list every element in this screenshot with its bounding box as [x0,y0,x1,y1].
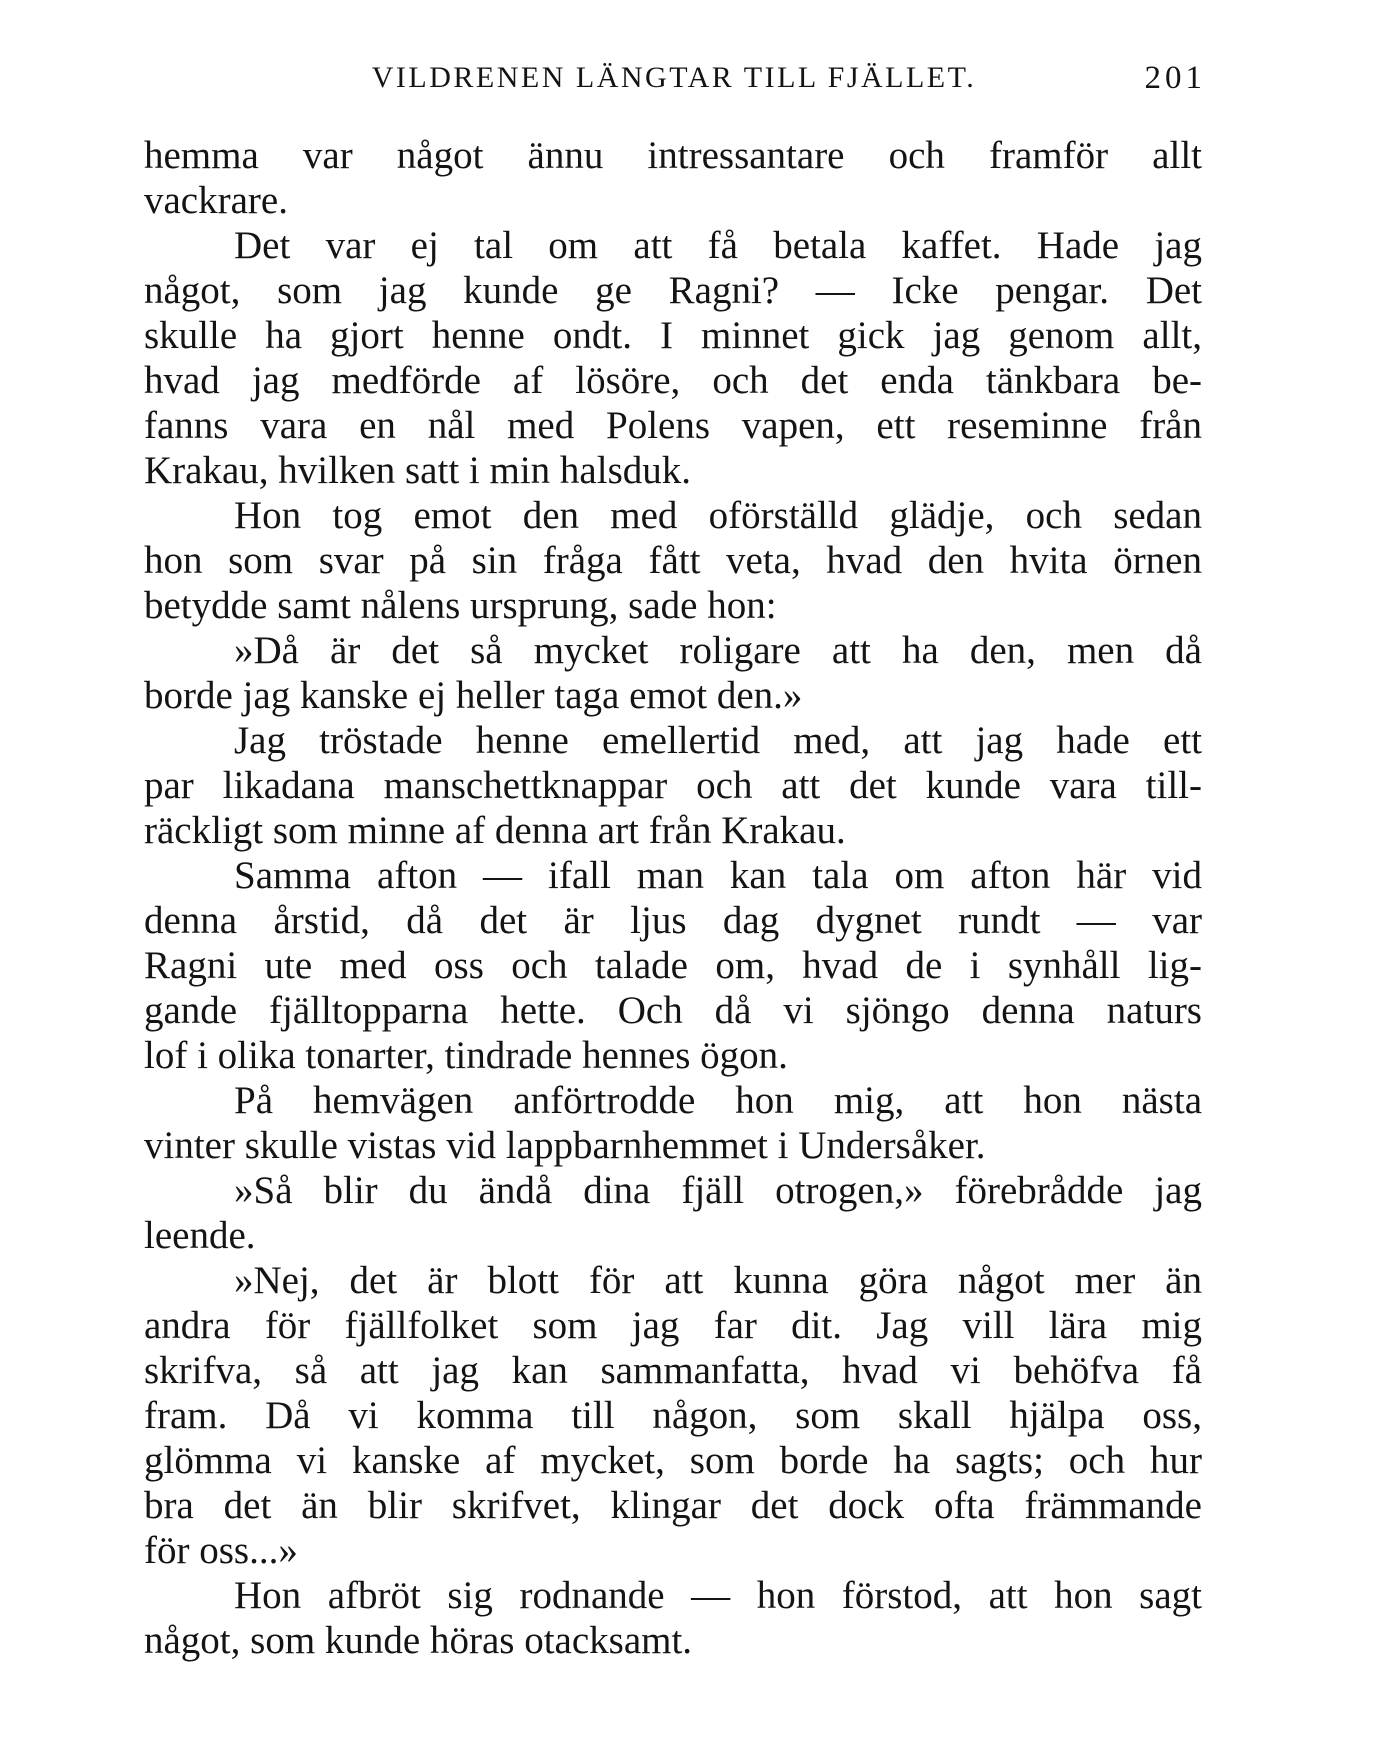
text-line: denna årstid, då det är ljus dag dygnet rundt — var [144,899,1202,942]
running-head [142,58,1206,98]
paragraph-first-line: Det var ej tal om att få betala kaffet. Hade jag [234,224,1202,267]
paragraph-first-line: Jag tröstade henne emellertid med, att jag hade ett [234,719,1202,762]
text-line: bra det än blir skrifvet, klingar det dock ofta främmande [144,1484,1202,1527]
paragraph-first-line: »Så blir du ändå dina fjäll otrogen,» förebrådde jag [234,1169,1202,1212]
paragraph-first-line: Hon afbröt sig rodnande — hon förstod, att hon sagt [234,1574,1202,1617]
text-line: andra för fjällfolket som jag far dit. Jag vill lära mig [144,1304,1202,1347]
running-title: VILDRENEN LÄNGTAR TILL FJÄLLET. [371,61,977,94]
text-line: något, som jag kunde ge Ragni? — Icke pengar. Det [144,269,1202,312]
text-line: Krakau, hvilken satt i min halsduk. [144,449,691,492]
text-line: hemma var något ännu intressantare och framför allt [144,134,1202,177]
body-text [144,133,1202,1663]
text-line: fram. Då vi komma till någon, som skall hjälpa oss, [144,1394,1202,1437]
text-line: vackrare. [144,179,288,222]
paragraph-first-line: »Då är det så mycket roligare att ha den, men då [234,629,1202,672]
text-line: Ragni ute med oss och talade om, hvad de i synhåll lig- [144,944,1202,987]
text-line: hon som svar på sin fråga fått veta, hvad den hvita örnen [144,539,1202,582]
text-line: borde jag kanske ej heller taga emot den.» [144,674,803,717]
paragraph-first-line: På hemvägen anförtrodde hon mig, att hon nästa [234,1079,1202,1122]
text-line: gande fjälltopparna hette. Och då vi sjöngo denna naturs [144,989,1202,1032]
page-number: 201 [1144,60,1206,96]
text-line: något, som kunde höras otacksamt. [144,1619,693,1662]
paragraph-first-line: Samma afton — ifall man kan tala om afton här vid [234,854,1202,897]
text-line: lof i olika tonarter, tindrade hennes ögon. [144,1034,788,1077]
text-line: par likadana manschettknappar och att det kunde vara till- [144,764,1202,807]
paragraph-first-line: »Nej, det är blott för att kunna göra något mer än [234,1259,1202,1302]
text-line: leende. [144,1214,256,1257]
text-line: fanns vara en nål med Polens vapen, ett reseminne från [144,404,1202,447]
paragraph-first-line: Hon tog emot den med oförställd glädje, och sedan [234,494,1202,537]
text-line: vinter skulle vistas vid lappbarnhemmet i Undersåker. [144,1124,986,1167]
text-line: skulle ha gjort henne ondt. I minnet gick jag genom allt, [144,314,1202,357]
text-line: glömma vi kanske af mycket, som borde ha sagts; och hur [144,1439,1202,1482]
text-line: hvad jag medförde af lösöre, och det enda tänkbara be- [144,359,1202,402]
text-line: skrifva, så att jag kan sammanfatta, hvad vi behöfva få [144,1349,1202,1392]
text-line: betydde samt nålens ursprung, sade hon: [144,584,777,627]
text-line: för oss...» [144,1529,298,1572]
text-line: räckligt som minne af denna art från Krakau. [144,809,846,852]
